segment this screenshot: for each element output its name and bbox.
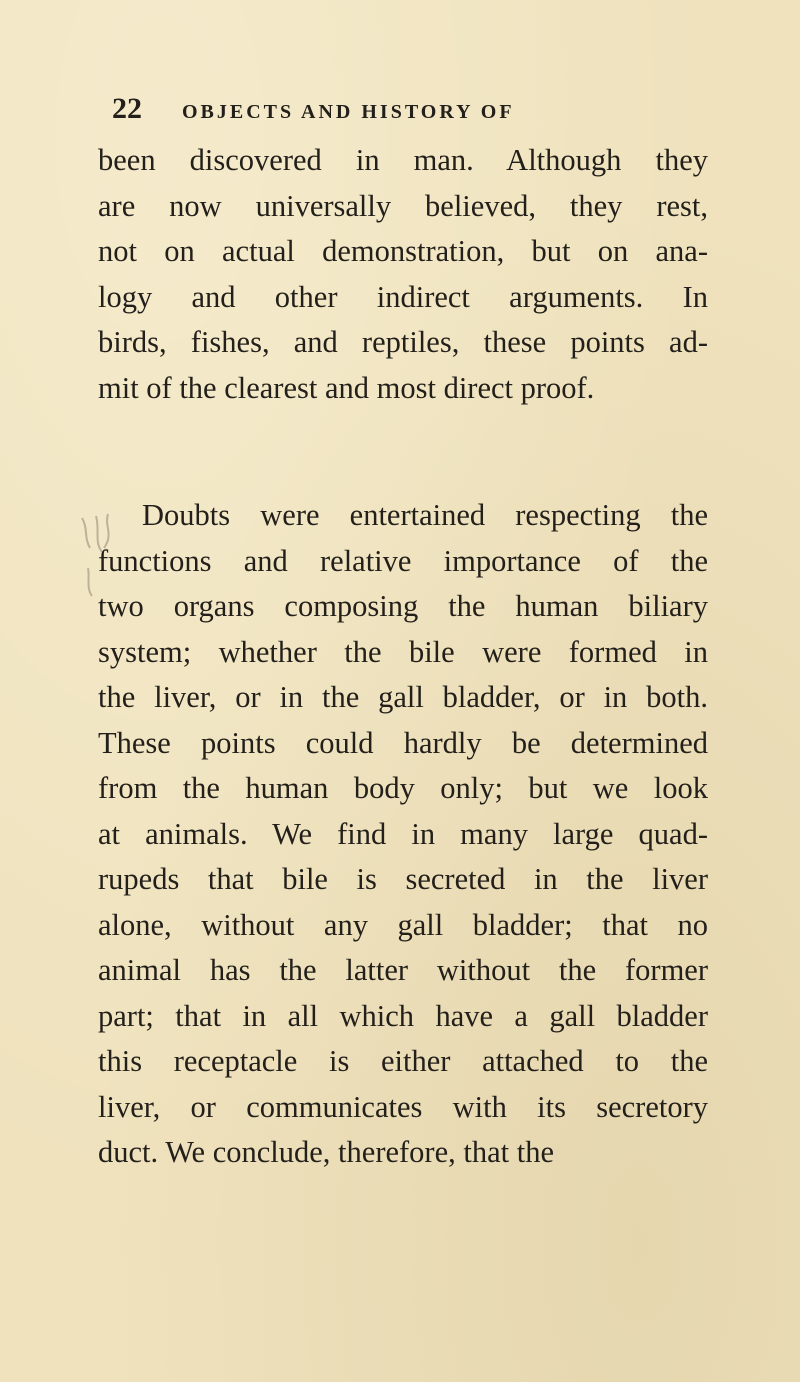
text-line: been discovered in man. Although they <box>98 143 708 177</box>
text-line: part; that in all which have a gall bladder <box>98 998 708 1033</box>
running-title: OBJECTS AND HISTORY OF <box>182 101 515 123</box>
text-line: at animals. We find in many large quad- <box>98 816 708 851</box>
text-line: the liver, or in the gall bladder, or in both. <box>98 680 708 714</box>
text-line: are now universally believed, they rest, <box>98 188 708 223</box>
text-line: duct. We conclude, therefore, that the <box>98 1135 554 1169</box>
text-line: two organs composing the human biliary <box>98 589 708 623</box>
text-line: logy and other indirect arguments. In <box>98 279 708 314</box>
text-line: rupeds that bile is secreted in the liver <box>98 862 708 896</box>
text-line: These points could hardly be determined <box>98 725 708 760</box>
text-line: not on actual demonstration, but on ana- <box>98 234 708 268</box>
text-line: functions and relative importance of the <box>98 543 708 578</box>
text-line: mit of the clearest and most direct proof. <box>98 370 595 405</box>
page-number: 22 <box>112 92 142 125</box>
text-line: birds, fishes, and reptiles, these points ad- <box>98 325 708 359</box>
paragraph-2 <box>98 493 708 1176</box>
running-head <box>112 92 632 132</box>
text-line: animal has the latter without the former <box>98 953 708 987</box>
paragraph-1 <box>98 138 708 411</box>
text-line: liver, or communicates with its secretory <box>98 1089 708 1124</box>
text-line: system; whether the bile were formed in <box>98 634 708 669</box>
text-line: from the human body only; but we look <box>98 771 708 805</box>
text-line: alone, without any gall bladder; that no <box>98 907 708 942</box>
text-line: this receptacle is either attached to the <box>98 1044 708 1078</box>
text-line: Doubts were entertained respecting the <box>142 498 708 532</box>
